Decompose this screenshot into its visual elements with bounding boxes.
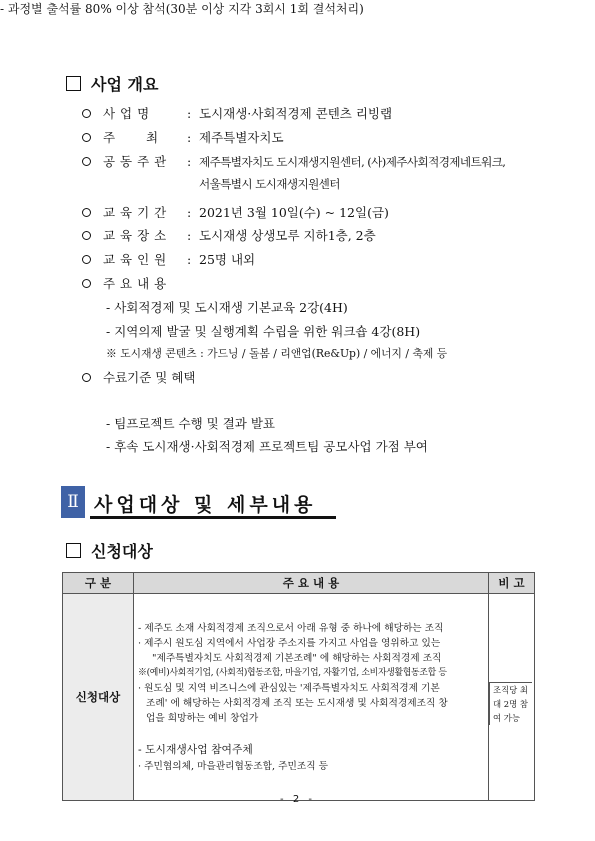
overview-item-contents: 주 요 내 용 [80, 274, 187, 292]
row-remark [489, 594, 535, 801]
table-header-row [63, 573, 535, 594]
overview-item-host: 주 최 : 제주특별자치도 [80, 128, 284, 146]
circle-bullet-icon [80, 279, 93, 288]
contents-line-1: - 사회적경제 및 도시재생 기본교육 2강(4H) [106, 300, 348, 315]
overview-heading-text: 사업 개요 [91, 75, 159, 94]
content-spacer [138, 726, 484, 741]
part-roman-badge: Ⅱ [61, 486, 85, 518]
circle-bullet-icon [80, 109, 93, 118]
target-table [62, 572, 535, 801]
remark-box [489, 682, 532, 725]
content-line: - 제주도 소재 사회적경제 조직으로서 아래 유형 중 하나에 해당하는 조직 [138, 622, 444, 634]
content-line: 업을 희망하는 예비 창업가 [146, 712, 259, 724]
content-line: - 도시재생사업 참여주체 [138, 742, 253, 756]
criteria-line-1: - 과정별 출석률 80% 이상 참석(30분 이상 지각 3회시 1회 결석처리) [0, 2, 364, 16]
remark-line: 대 2명 참 [493, 699, 528, 709]
circle-bullet-icon [80, 208, 93, 217]
content-line: "제주특별자치도 사회적경제 기본조례" 에 해당하는 사회적경제 조직 [152, 652, 442, 664]
overview-item-criteria: 수료기준 및 혜택 [80, 368, 195, 386]
criteria-line-3: - 후속 도시재생·사회적경제 프로젝트팀 공모사업 가점 부여 [106, 439, 428, 454]
circle-bullet-icon [80, 255, 93, 264]
col-header-category: 구 분 [63, 573, 134, 594]
part-title: 사업대상 및 세부내용 [94, 494, 317, 516]
content-line: · 제주시 원도심 지역에서 사업장 주소지를 가지고 사업을 영위하고 있는 [138, 637, 441, 649]
overview-item-name: 사 업 명 : 도시재생·사회적경제 콘텐츠 리빙랩 [80, 104, 392, 122]
row-content [134, 594, 489, 801]
row-label: 신청대상 [63, 594, 134, 801]
target-heading-text: 신청대상 [91, 542, 153, 561]
target-heading [66, 539, 153, 562]
table-row [63, 594, 535, 801]
part-title-underline [90, 516, 336, 519]
content-line: · 주민협의체, 마을관리협동조합, 주민조직 등 [138, 760, 329, 772]
circle-bullet-icon [80, 157, 93, 166]
content-line: 조례' 에 해당하는 사회적경제 조직 또는 도시재생 및 사회적경제조직 창 [146, 697, 448, 709]
col-header-remark: 비 고 [489, 573, 535, 594]
page-number: - 2 - [280, 794, 315, 805]
criteria-line-2: - 팀프로젝트 수행 및 결과 발표 [106, 416, 275, 431]
content-line: · 원도심 및 지역 비즈니스에 관심있는 '제주특별자치도 사회적경제 기본 [138, 682, 440, 694]
circle-bullet-icon [80, 373, 93, 382]
overview-item-headcount: 교 육 인 원 : 25명 내외 [80, 250, 255, 268]
content-line: ※(예비)사회적기업, (사회적)협동조합, 마을기업, 자활기업, 소비자생활협동조합 등 [138, 667, 447, 678]
checkbox-square-icon [66, 76, 81, 91]
contents-note: ※ 도시재생 콘텐츠 : 가드닝 / 돌봄 / 리앤업(Re&Up) / 에너지 / 축제 등 [106, 347, 448, 360]
contents-line-2: - 지역의제 발굴 및 실행계획 수립을 위한 워크숍 4강(8H) [106, 324, 421, 339]
circle-bullet-icon [80, 133, 93, 142]
remark-line: 조직당 최 [493, 685, 529, 695]
overview-item-place: 교 육 장 소 : 도시재생 상생모루 지하1층, 2층 [80, 226, 376, 244]
circle-bullet-icon [80, 231, 93, 240]
remark-line: 여 가능 [493, 713, 520, 723]
overview-item-period: 교 육 기 간 : 2021년 3월 10일(수) ~ 12일(금) [80, 203, 389, 221]
overview-heading [66, 72, 158, 95]
checkbox-square-icon [66, 543, 81, 558]
overview-item-cohost-cont: 서울특별시 도시재생지원센터 [199, 177, 340, 191]
overview-item-cohost: 공 동 주 관 : 제주특별자치도 도시재생지원센터, (사)제주사회적경제네트워크, [80, 152, 505, 170]
col-header-content: 주 요 내 용 [134, 573, 489, 594]
